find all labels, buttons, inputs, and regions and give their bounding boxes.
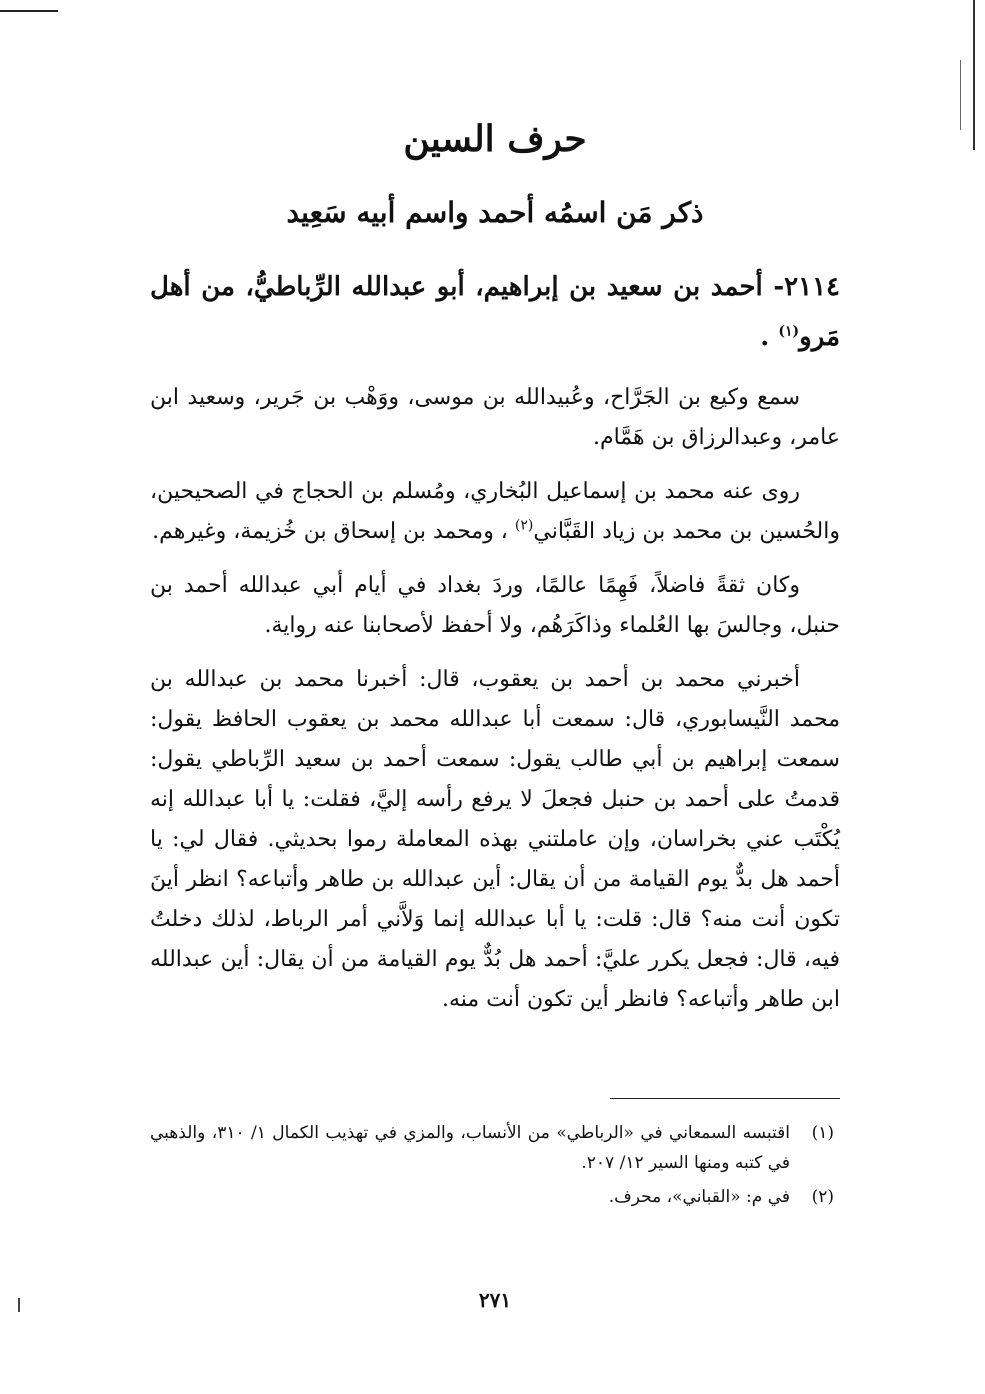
paragraph: أخبرني محمد بن أحمد بن يعقوب، قال: أخبرنا محمد بن عبدالله بن محمد النَّيسابوري، قال: سمعت أبا عبدالله محمد بن يعقوب الحافظ يقول: سمعت إبراهيم بن أبي طالب يقول: سمعت أحمد بن سعيد الرِّباطي يقول: قدمتُ على أحمد بن حنبل فجعلَ لا يرفع رأسه إليَّ، فقلت: يا أبا عبدالله إنه يُكْتَب عني بخراسان، وإن عاملتني بهذه المعاملة رموا بحديثي. فقال لي: يا أحمد هل بدٌّ يوم القيامة من أن يقال: أين عبدالله بن طاهر وأتباعه؟ انظر أينَ تكون أنت منه؟ قال: قلت: يا أبا عبدالله إنما وَلاَّني أمر الرباط، لذلك دخلتُ فيه، قال: فجعل يكرر عليَّ: أحمد هل بُدٌّ يوم القيامة من أن يقال: أين عبدالله ابن طاهر وأتباعه؟ فانظر أين تكون أنت منه. [150,667,840,1012]
book-page [150,0,840,1394]
scan-edge-line [960,60,961,130]
entry-number: ٢١١٤- [773,272,840,302]
footnote-number: (٢) [811,1187,834,1207]
body-text [150,378,840,1020]
entry-heading [150,262,840,362]
footnote-text: في م: «القباني»، محرف. [608,1187,790,1207]
scan-mark [18,1298,20,1312]
section-title: ذكر مَن اسمُه أحمد واسم أبيه سَعِيد [286,196,704,229]
entry-heading-text: أحمد بن سعيد بن إبراهيم، أبو عبدالله الرِّباطيُّ، من أهل مَرو [150,272,840,352]
footnote-item [150,1182,840,1212]
chapter-title: حرف السين [403,118,587,160]
scan-edge-line [0,10,58,12]
footnote-number: (١) [811,1123,834,1143]
footnotes [150,1118,840,1216]
paragraph-text: ، ومحمد بن إسحاق بن خُزيمة، وغيرهم. [152,519,508,544]
footnote-item [150,1118,840,1178]
scan-edge-line [973,0,975,150]
paragraph: سمع وكيع بن الجَرَّاح، وعُبيدالله بن موسى، ووَهْب بن جَرير، وسعيد ابن عامر، وعبدالرزاق بن هَمَّام. [150,385,840,450]
paragraph-text: روى عنه محمد بن إسماعيل البُخاري، ومُسلم بن الحجاج في الصحيحين، والحُسين بن محمد بن زياد القَبَّاني [150,479,840,544]
footnote-text: اقتبسه السمعاني في «الرباطي» من الأنساب، والمزي في تهذيب الكمال ١/ ٣١٠، والذهبي في كتبه ومنها السير ١٢/ ٢٠٧. [150,1123,790,1173]
paragraph: وكان ثقةً فاضلاً، فَهِمًا عالمًا، وردَ بغداد في أيام أبي عبدالله أحمد بن حنبل، وجالسَ بها العُلماء وذاكَرَهُم، ولا أحفظ لأصحابنا عنه رواية. [150,573,840,638]
entry-heading-end: . [760,322,770,352]
paragraph [150,472,840,552]
footnote-ref[interactable]: (٢) [514,517,534,534]
page-number: ٢٧١ [478,1288,512,1312]
footnote-divider [610,1098,840,1099]
footnote-ref[interactable]: (١) [778,323,800,340]
